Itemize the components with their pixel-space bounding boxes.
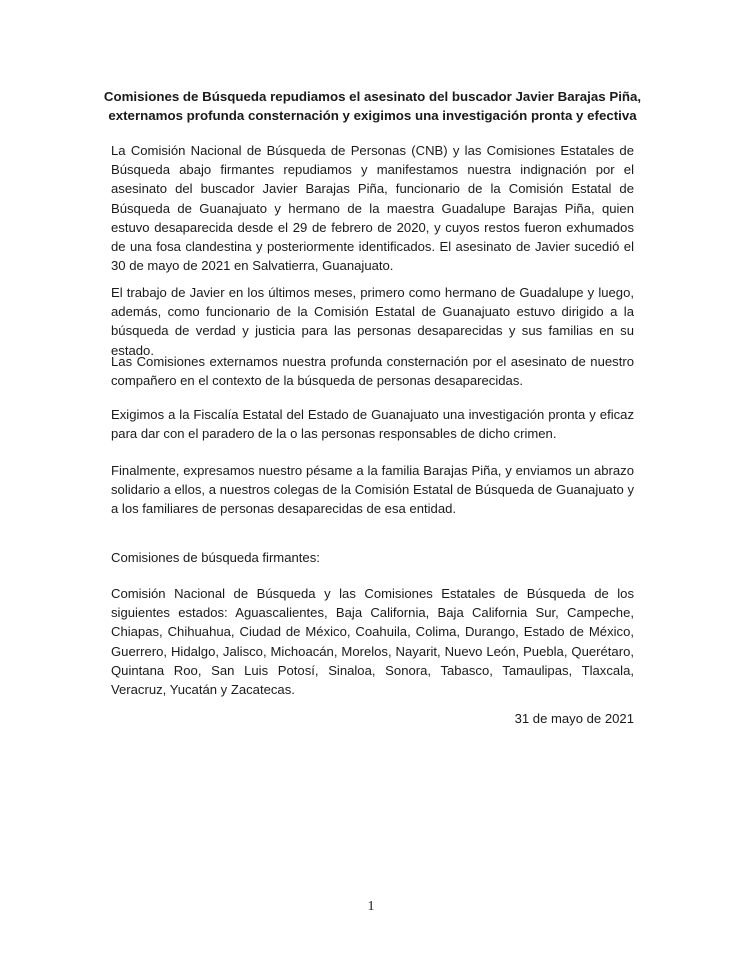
document-title (100, 87, 645, 125)
paragraph-consternation: Las Comisiones externamos nuestra profunda consternación por el asesinato de nuestro compañero en el contexto de la búsqueda de personas desaparecidas. (111, 354, 634, 389)
signatories-heading: Comisiones de búsqueda firmantes: (111, 550, 320, 565)
paragraph-demand-investigation: Exigimos a la Fiscalía Estatal del Estado de Guanajuato una investigación pronta y eficaz para dar con el paradero de la o las personas responsables de dicho crimen. (111, 407, 634, 442)
document-date: 31 de mayo de 2021 (514, 711, 634, 726)
page-number: 1 (367, 899, 375, 914)
signatories-list: Comisión Nacional de Búsqueda y las Comisiones Estatales de Búsqueda de los siguientes estados: Aguascalientes, Baja California, Baja California Sur, Campeche, Chiapas, Chihuahua, Ciudad de México, Coahuila, Colima, Durango, Estado de México, Guerrero, Hidalgo, Jalisco, Michoacán, Morelos, Nayarit, Nuevo León, Puebla, Querétaro, Quintana Roo, San Luis Potosí, Sinaloa, Sonora, Tabasco, Tamaulipas, Tlaxcala, Veracruz, Yucatán y Zacatecas. (111, 586, 634, 698)
document-title-line-2: externamos profunda consternación y exigimos una investigación pronta y efectiva (108, 108, 637, 123)
paragraph-javier-work: El trabajo de Javier en los últimos meses, primero como hermano de Guadalupe y luego, además, como funcionario de la Comisión Estatal de Guanajuato estuvo dirigido a la búsqueda de verdad y justicia para las personas desaparecidas y sus familias en su estado. (111, 285, 634, 358)
paragraph-condemnation: La Comisión Nacional de Búsqueda de Personas (CNB) y las Comisiones Estatales de Búsqueda abajo firmantes repudiamos y manifestamos nuestra indignación por el asesinato del buscador Javier Barajas Piña, funcionario de la Comisión Estatal de Búsqueda de Guanajuato y hermano de la maestra Guadalupe Barajas Piña, quien estuvo desaparecida desde el 29 de febrero de 2020, y cuyos restos fueron exhumados de una fosa clandestina y posteriormente identificados. El asesinato de Javier sucedió el 30 de mayo de 2021 en Salvatierra, Guanajuato. (111, 143, 634, 274)
document-title-line-1: Comisiones de Búsqueda repudiamos el asesinato del buscador Javier Barajas Piña, (103, 89, 642, 104)
paragraph-condolences: Finalmente, expresamos nuestro pésame a la familia Barajas Piña, y enviamos un abrazo solidario a ellos, a nuestros colegas de la Comisión Estatal de Búsqueda de Guanajuato y a los familiares de personas desaparecidas de esa entidad. (111, 463, 634, 517)
